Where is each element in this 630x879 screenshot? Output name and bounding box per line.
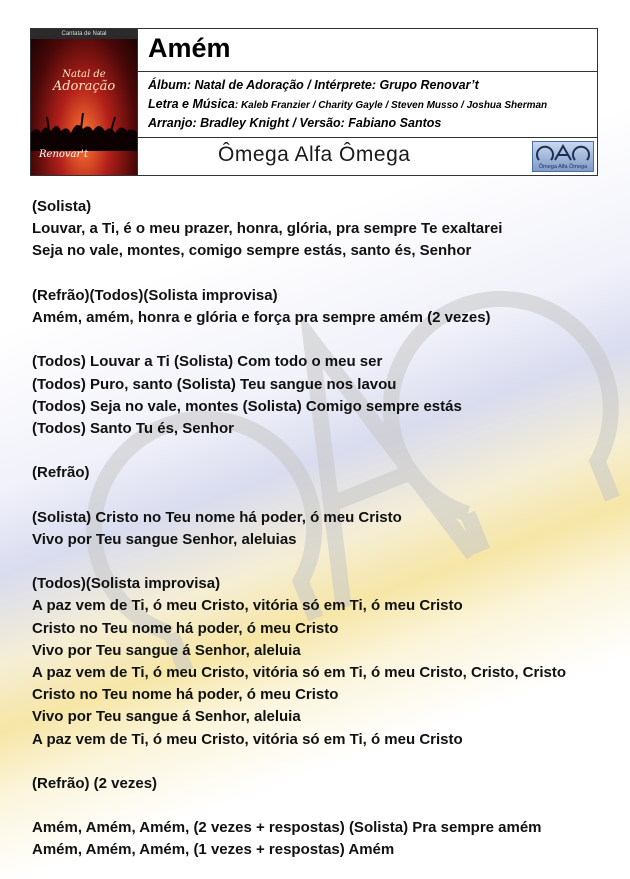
brand-cell: [138, 138, 597, 175]
lyric-blank-line: [32, 484, 622, 506]
song-title: Amém: [148, 33, 231, 63]
brand-logo: [532, 141, 594, 172]
lyric-blank-line: [32, 329, 622, 351]
lyric-line: (Todos) Puro, santo (Solista) Teu sangue nos lavou: [32, 375, 397, 393]
lyric-line: (Solista) Cristo no Teu nome há poder, ó meu Cristo: [32, 508, 402, 526]
crowd-silhouette: [31, 111, 137, 151]
cover-title-line1: Natal de: [62, 69, 106, 80]
lyric-blank-line: [32, 551, 622, 573]
lyric-line: (Todos) Santo Tu és, Senhor: [32, 419, 234, 437]
credits-cell: [138, 72, 597, 138]
letra-authors: : Kaleb Franzier / Charity Gayle / Steven Musso / Joshua Sherman: [234, 100, 548, 111]
lyric-line: (Todos)(Solista improvisa): [32, 575, 221, 593]
lyric-line: A paz vem de Ti, ó meu Cristo, vitória só em Ti, ó meu Cristo: [32, 597, 463, 615]
lyric-line: Vivo por Teu sangue á Senhor, aleluia: [32, 641, 301, 659]
lyric-blank-line: [32, 795, 622, 817]
lyric-line: (Refrão): [32, 464, 90, 482]
lyric-line: A paz vem de Ti, ó meu Cristo, vitória só em Ti, ó meu Cristo: [32, 730, 463, 748]
lyric-line: Cristo no Teu nome há poder, ó meu Cristo: [32, 686, 339, 704]
album-line: Álbum: Natal de Adoração / Intérprete: Grupo Renovar’t: [148, 78, 479, 92]
lyrics-body: [32, 196, 622, 862]
arranjo-line: Arranjo: Bradley Knight / Versão: Fabiano Santos: [148, 116, 442, 130]
cover-title-line2: Adoração: [52, 79, 116, 94]
lyric-line: Vivo por Teu sangue Senhor, aleluias: [32, 530, 297, 548]
lyric-line: Vivo por Teu sangue á Senhor, aleluia: [32, 708, 301, 726]
lyric-line: Seja no vale, montes, comigo sempre estás, santo és, Senhor: [32, 242, 472, 260]
lyric-line: Louvar, a Ti, é o meu prazer, honra, glória, pra sempre Te exaltarei: [32, 220, 503, 238]
lyric-line: (Refrão)(Todos)(Solista improvisa): [32, 286, 278, 304]
lyric-blank-line: [32, 263, 622, 285]
letra-label: Letra e Música: [148, 97, 235, 111]
omega-logo-icon: [533, 142, 593, 164]
brand-logo-text: Ômega Alfa Ômega: [538, 164, 588, 170]
header-box: [30, 28, 598, 176]
lyric-line: Amém, amém, honra e glória e força pra sempre amém (2 vezes): [32, 308, 491, 326]
cover-brand: Renovar't: [39, 149, 89, 160]
title-cell: [138, 29, 597, 72]
letra-line: [148, 97, 547, 111]
cover-title: [31, 69, 137, 93]
brand-name: Ômega Alfa Ômega: [218, 143, 411, 166]
lyric-line: Cristo no Teu nome há poder, ó meu Cristo: [32, 619, 339, 637]
lyric-line: (Refrão) (2 vezes): [32, 774, 158, 792]
lyric-line: Amém, Amém, Amém, (1 vezes + respostas) Amém: [32, 841, 395, 859]
lyric-line: (Todos) Seja no vale, montes (Solista) Comigo sempre estás: [32, 397, 462, 415]
lyric-line: (Todos) Louvar a Ti (Solista) Com todo o meu ser: [32, 353, 383, 371]
lyric-line: (Solista): [32, 198, 92, 215]
lyric-line: Amém, Amém, Amém, (2 vezes + respostas) (Solista) Pra sempre amém: [32, 819, 542, 837]
lyric-blank-line: [32, 440, 622, 462]
cover-top-label: Cantata de Natal: [31, 29, 137, 39]
lyric-blank-line: [32, 751, 622, 773]
album-cover: [31, 29, 138, 175]
lyric-line: A paz vem de Ti, ó meu Cristo, vitória só em Ti, ó meu Cristo, Cristo, Cristo: [32, 663, 567, 681]
